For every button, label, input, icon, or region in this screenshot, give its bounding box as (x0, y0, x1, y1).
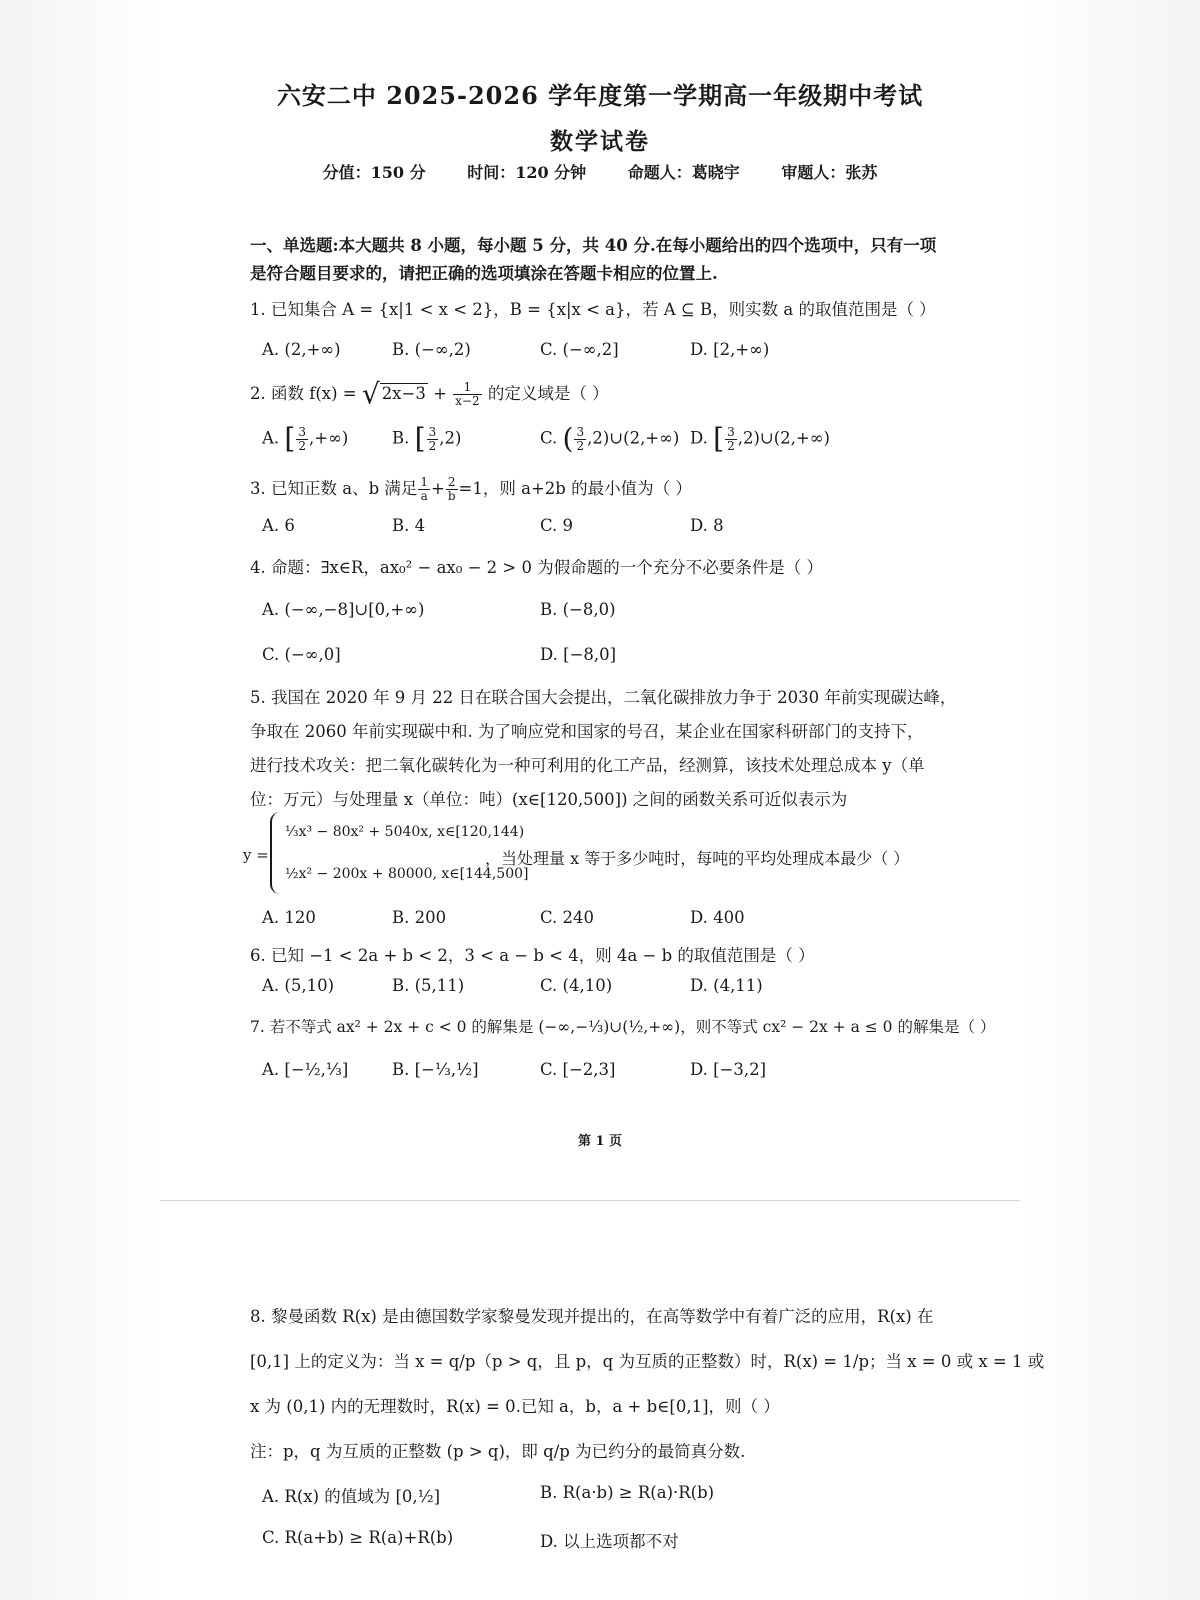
question-8-option-a[interactable]: A. R(x) 的值域为 [0,½] (262, 1487, 441, 1506)
page-number: 第 1 页 (577, 1134, 623, 1149)
question-8-line1: 8. 黎曼函数 R(x) 是由德国数学家黎曼发现并提出的，在高等数学中有着广泛的应用，R(x) 在 (250, 1307, 934, 1326)
question-1-option-d[interactable]: D. [2,+∞) (690, 340, 770, 359)
question-2-option-c[interactable]: C. ( $\frac{3}{2}$ ,2)∪(2,+∞) (540, 422, 680, 455)
question-3-option-b[interactable]: B. 4 (392, 516, 426, 535)
question-5-line2: 争取在 2060 年前实现碳中和. 为了响应党和国家的号召，某企业在国家科研部门的支持下， (250, 722, 924, 741)
question-3-stem: 3. 已知正数 a、b 满足 $\frac{1}{a}$ + $\frac{2}{b}$ =1，则 a+2b 的最小值为（ ） (250, 475, 692, 503)
question-8-note: 注：p，q 为互质的正整数 (p > q)，即 q/p 为已约分的最简真分数. (250, 1442, 746, 1461)
page-shadow-left (0, 0, 160, 1600)
score-info: 分值：150 分 (322, 163, 426, 182)
question-5-option-b[interactable]: B. 200 (392, 908, 447, 927)
exam-meta (0, 160, 1200, 183)
question-6-option-d[interactable]: D. (4,11) (690, 976, 763, 995)
question-2-option-d[interactable]: D. [ $\frac{3}{2}$ ,2)∪(2,+∞) (690, 422, 830, 455)
question-1-option-b[interactable]: B. (−∞,2) (392, 340, 471, 359)
question-4-option-b[interactable]: B. (−8,0) (540, 600, 616, 619)
question-1-stem: 1. 已知集合 A = {x|1 < x < 2}，B = {x|x < a}，若 A ⊆ B，则实数 a 的取值范围是（ ） (250, 300, 936, 319)
time-info: 时间：120 分钟 (467, 163, 587, 182)
page-shadow-right (1020, 0, 1200, 1600)
question-4-stem: 4. 命题：∃x∈R，ax₀² − ax₀ − 2 > 0 为假命题的一个充分不必要条件是（ ） (250, 558, 823, 577)
question-8-line2: [0,1] 上的定义为：当 x = q/p（p > q，且 p，q 为互质的正整数）时，R(x) = 1/p；当 x = 0 或 x = 1 或 (250, 1352, 1045, 1371)
fraction: $\frac{1}{x-2}$ (455, 380, 480, 408)
question-3-option-c[interactable]: C. 9 (540, 516, 574, 535)
section-heading-line1: 一、单选题:本大题共 8 小题，每小题 5 分，共 40 分.在每小题给出的四个选项中，只有一项 (250, 236, 937, 255)
question-2-stem: 2. 函数 f(x) = √ 2x−3 + $\frac{1}{x-2}$ 的定义域是（ ） (250, 377, 609, 411)
question-7-option-d[interactable]: D. [−3,2] (690, 1060, 767, 1079)
reviewer-info: 审题人：张苏 (781, 163, 878, 182)
question-7-option-c[interactable]: C. [−2,3] (540, 1060, 616, 1079)
exam-subtitle: 数学试卷 (550, 128, 650, 155)
question-8-option-d[interactable]: D. 以上选项都不对 (540, 1532, 679, 1551)
question-8-line3: x 为 (0,1) 内的无理数时，R(x) = 0.已知 a，b，a + b∈[0,1]，则（ ） (250, 1397, 780, 1416)
author-info: 命题人：葛晓宇 (627, 163, 740, 182)
question-5-line4: 位：万元）与处理量 x（单位：吨）(x∈[120,500]) 之间的函数关系可近似表示为 (250, 790, 848, 809)
question-5-option-d[interactable]: D. 400 (690, 908, 745, 927)
question-5-line1: 5. 我国在 2020 年 9 月 22 日在联合国大会提出，二氧化碳排放力争于 2030 年前实现碳达峰， (250, 688, 957, 707)
question-2-option-b[interactable]: B. [ $\frac{3}{2}$ ,2) (392, 422, 462, 455)
question-8-option-c[interactable]: C. R(a+b) ≥ R(a)+R(b) (262, 1528, 454, 1547)
question-4-option-d[interactable]: D. [−8,0] (540, 645, 617, 664)
question-5-option-c[interactable]: C. 240 (540, 908, 595, 927)
section-heading-line2: 是符合题目要求的，请把正确的选项填涂在答题卡相应的位置上. (250, 264, 718, 283)
question-6-option-b[interactable]: B. (5,11) (392, 976, 465, 995)
exam-title: 六安二中 2025-2026 学年度第一学期高一年级期中考试 (276, 81, 924, 110)
page-divider (160, 1200, 1020, 1201)
question-5-case1: ⅓x³ − 80x² + 5040x, x∈[120,144) (285, 824, 525, 840)
question-7-option-a[interactable]: A. [−½,⅓] (262, 1060, 349, 1079)
question-2-option-a[interactable]: A. [ $\frac{3}{2}$ ,+∞) (262, 422, 349, 455)
question-5-option-a[interactable]: A. 120 (262, 908, 316, 927)
question-5-tail: ，当处理量 x 等于多少吨时，每吨的平均处理成本最少（ ） (485, 849, 910, 868)
question-4-option-c[interactable]: C. (−∞,0] (262, 645, 341, 664)
question-1-option-c[interactable]: C. (−∞,2] (540, 340, 619, 359)
question-6-option-a[interactable]: A. (5,10) (262, 976, 335, 995)
question-1-option-a[interactable]: A. (2,+∞) (262, 340, 341, 359)
question-4-option-a[interactable]: A. (−∞,−8]∪[0,+∞) (262, 600, 425, 619)
question-3-option-a[interactable]: A. 6 (262, 516, 295, 535)
question-8-option-b[interactable]: B. R(a·b) ≥ R(a)·R(b) (540, 1483, 715, 1502)
piecewise-brace (270, 812, 284, 894)
question-5-case2: ½x² − 200x + 80000, x∈[144,500] (285, 866, 529, 882)
question-3-option-d[interactable]: D. 8 (690, 516, 724, 535)
question-7-stem: 7. 若不等式 ax² + 2x + c < 0 的解集是 (−∞,−⅓)∪(½,+∞)，则不等式 cx² − 2x + a ≤ 0 的解集是（ ） (250, 1018, 996, 1036)
question-5-line3: 进行技术攻关：把二氧化碳转化为一种可利用的化工产品，经测算，该技术处理总成本 y（单 (250, 756, 925, 775)
question-7-option-b[interactable]: B. [−⅓,½] (392, 1060, 479, 1079)
question-6-stem: 6. 已知 −1 < 2a + b < 2，3 < a − b < 4，则 4a − b 的取值范围是（ ） (250, 946, 815, 965)
question-5-y-eq: y = (243, 846, 269, 864)
question-6-option-c[interactable]: C. (4,10) (540, 976, 613, 995)
